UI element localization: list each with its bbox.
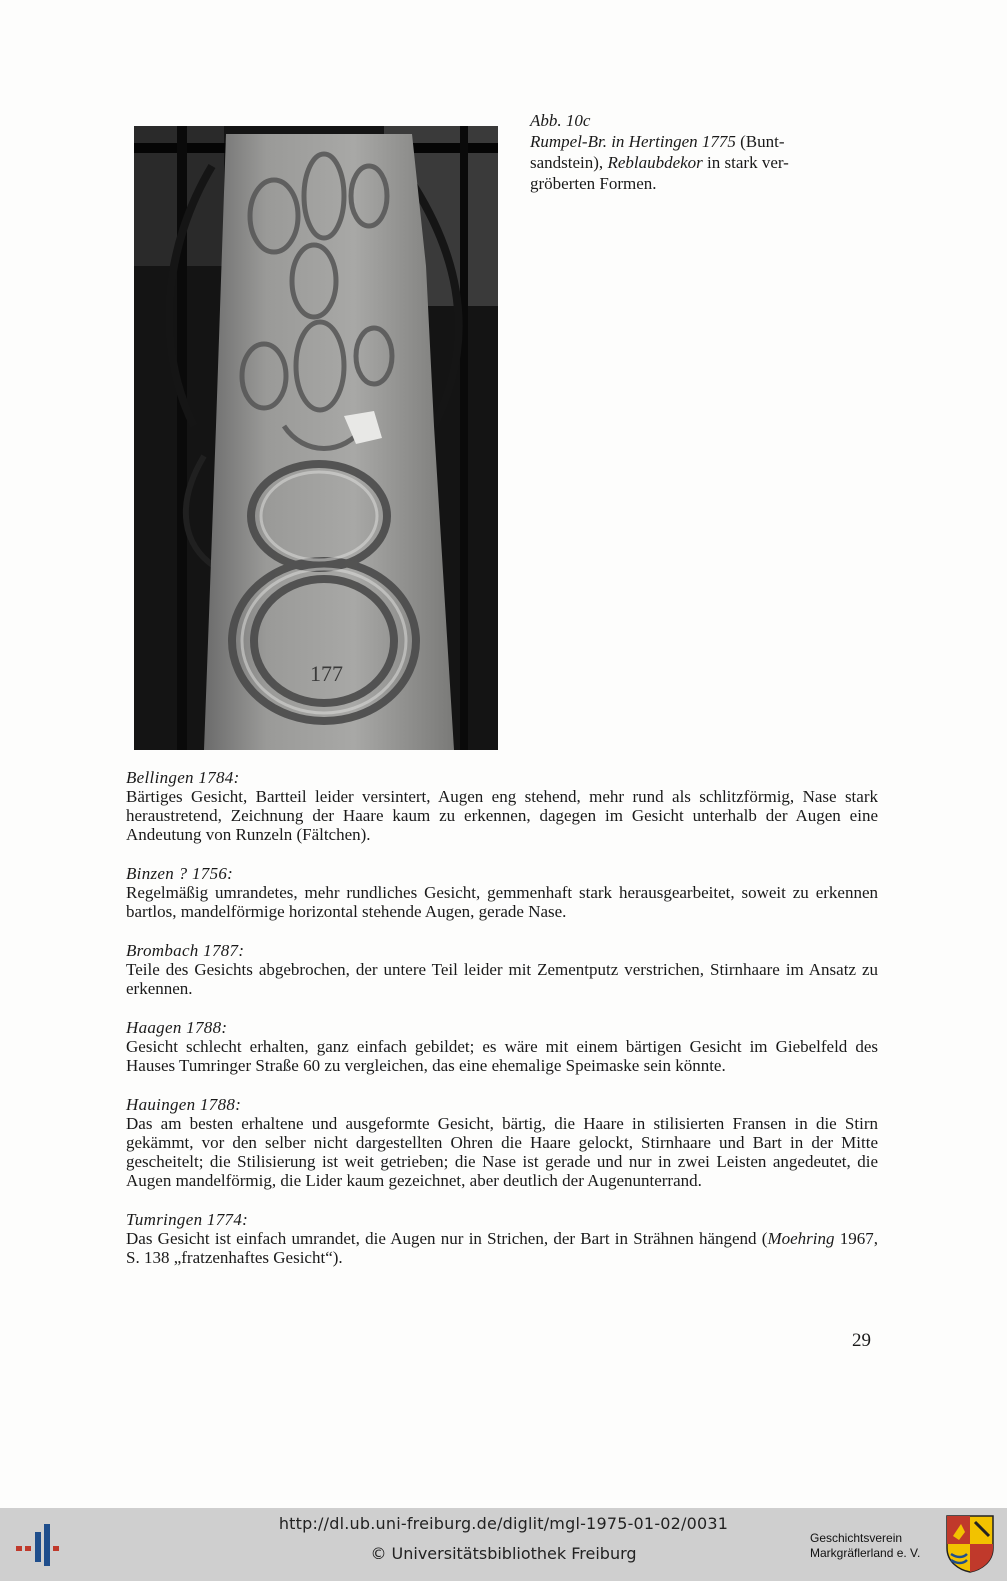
entry-heading: Binzen ? 1756: [126,864,234,883]
entry-heading: Bellingen 1784: [126,768,240,787]
page-number: 29 [852,1330,871,1351]
entry-bellingen [126,768,878,844]
entry-text: Das am besten erhaltene und ausgeformte Gesicht, bärtig, die Haare in stilisierten Fransen in die Stirn gekämmt, vor den selber nicht dargestellten Ohren die Haare gelockt, Stirnhaare und Bart in der Mitte gescheitelt; die Stilisierung ist weit getrieben; die Nase ist gerade und nur in zwei Leisten angedeutet, die Augen mandelförmig, die Lider kaum gezeichnet, aber deutlich der Augenunterrand. [126,1114,878,1190]
author-name: Moehring [767,1229,835,1248]
document-url-link[interactable]: http://dl.ub.uni-freiburg.de/diglit/mgl-1975-01-02/0031 [278,1514,729,1533]
entry-text: Bärtiges Gesicht, Bartteil leider versintert, Augen eng stehend, mehr rund als schlitzförmig, Nase stark heraustretend, Zeichnung der Haare kaum zu erkennen, dagegen im Gesicht unterhalb der Augen eine Andeutung von Runzeln (Fältchen). [126,787,878,844]
society-name [810,1531,920,1561]
caption-text: (Bunt- [735,132,785,151]
entry-heading: Haagen 1788: [126,1018,228,1037]
caption-line [530,131,850,152]
caption-text: sandstein), [530,153,608,172]
entry-tumringen [126,1210,878,1267]
entry-brombach [126,941,878,998]
caption-line: gröberten Formen. [530,174,657,193]
svg-text:177: 177 [310,661,343,686]
entry-text: Gesicht schlecht erhalten, ganz einfach gebildet; es wäre mit einem bärtigen Gesicht im Giebelfeld des Hauses Tumringer Straße 60 zu vergleichen, das eine ehemalige Speimaske sein könnte. [126,1037,878,1075]
entry-heading: Brombach 1787: [126,941,245,960]
figure-caption [530,110,850,194]
stone-pillar-photo [134,126,498,750]
entry-text-part: 1967, S. 138 „fratzenhaftes Gesicht“). [126,1229,879,1267]
entries-list [126,768,878,1287]
entry-text-part: Das Gesicht ist einfach umrandet, die Augen nur in Strichen, der Bart in Strähnen hängend ( [126,1229,768,1248]
copyright-notice: © Universitätsbibliothek Freiburg [370,1544,637,1563]
entry-text: Regelmäßig umrandetes, mehr rundliches Gesicht, gemmenhaft stark herausgearbeitet, soweit zu erkennen bartlos, mandelförmige horizontal stehende Augen, gerade Nase. [126,883,878,921]
footer-bar [0,1508,1007,1581]
entry-text: Teile des Gesichts abgebrochen, der untere Teil leider mit Zementputz verstrichen, Stirnhaare im Ansatz zu erkennen. [126,960,878,998]
entry-hauingen [126,1095,878,1190]
society-line: Markgräflerland e. V. [810,1546,921,1560]
society-line: Geschichtsverein [810,1531,903,1545]
entry-binzen [126,864,878,921]
entry-heading: Hauingen 1788: [126,1095,242,1114]
caption-text: in stark ver- [702,153,789,172]
caption-title: Rumpel-Br. in Hertingen 1775 [530,132,736,151]
entry-text [126,1229,878,1267]
caption-line [530,152,850,173]
figure-label: Abb. 10c [530,111,591,130]
caption-term: Reblaubdekor [607,153,703,172]
coat-of-arms-icon [945,1514,995,1574]
entry-heading: Tumringen 1774: [126,1210,249,1229]
entry-haagen [126,1018,878,1075]
